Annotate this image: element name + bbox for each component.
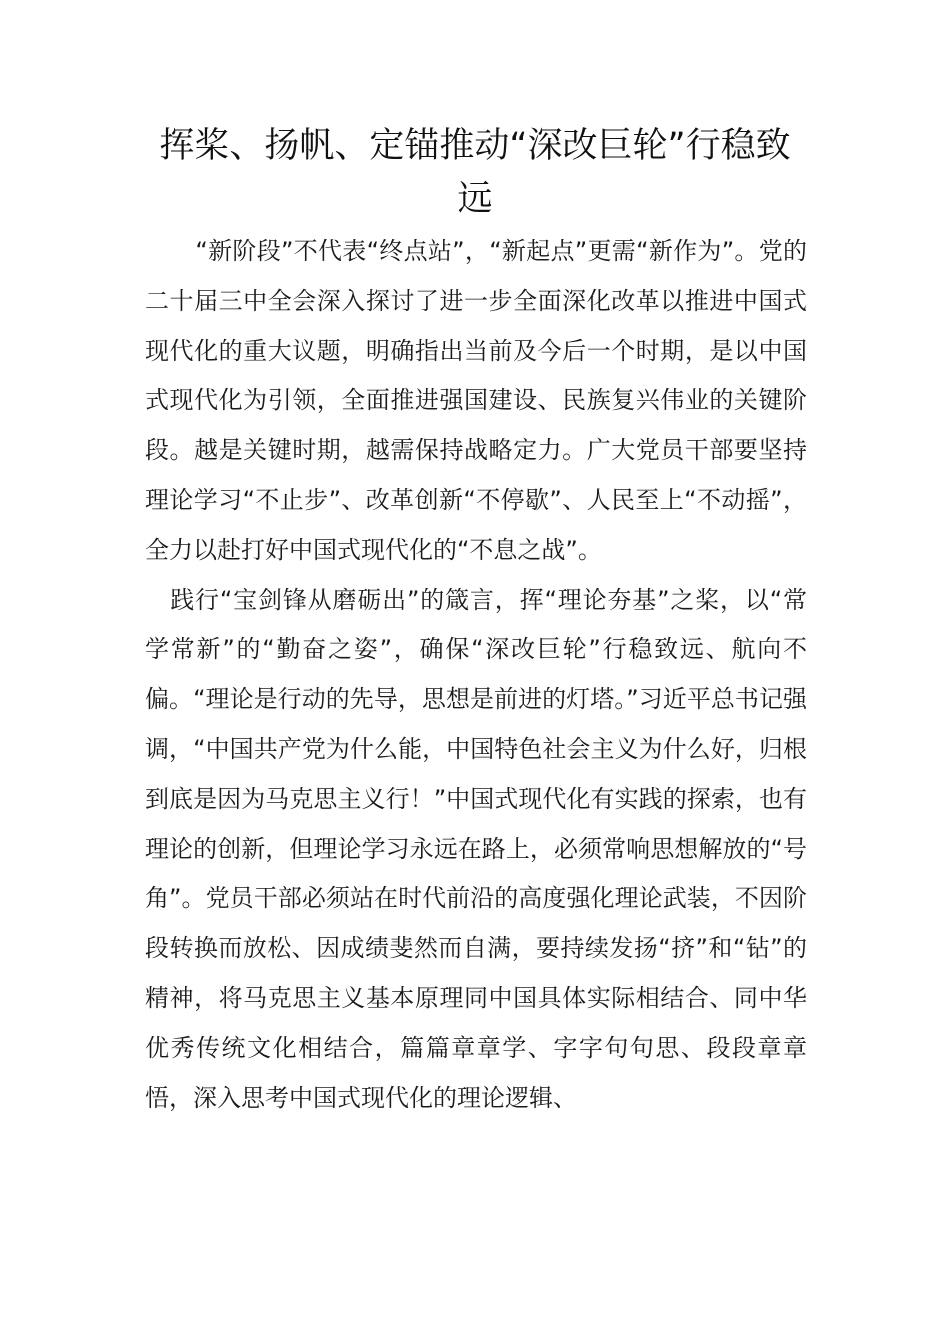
paragraph-2: 践行“宝剑锋从磨砺出”的箴言，挥“理论夯基”之桨，以“常学常新”的“勤奋之姿”，确保“深改巨轮”行稳致远、航向不偏。“理论是行动的先导，思想是前进的灯塔。”习近平总书记强调，“中国共产党为什么能，中国特色社会主义为什么好，归根到底是因为马克思主义行！”中国式现代化有实践的探索，也有理论的创新，但理论学习永远在路上，必须常响思想解放的“号角”。党员干部必须站在时代前沿的高度强化理论武装，不因阶段转换而放松、因成绩斐然而自满，要持续发扬“挤”和“钻”的精神，将马克思主义基本原理同中国具体实际相结合、同中华优秀传统文化相结合，篇篇章章学、字字句句思、段段章章悟，深入思考中国式现代化的理论逻辑、	[145, 585, 807, 1112]
paragraph-1: “新阶段”不代表“终点站”，“新起点”更需“新作为”。党的二十届三中全会深入探讨了进一步全面深化改革以推进中国式现代化的重大议题，明确指出当前及今后一个时期，是以中国式现代化为引领，全面推进强国建设、民族复兴伟业的关键阶段。越是关键时期，越需保持战略定力。广大党员干部要坚持理论学习“不止步”、改革创新“不停歇”、人民至上“不动摇”，全力以赴打好中国式现代化的“不息之战”。	[145, 237, 807, 564]
document-body	[145, 227, 807, 1123]
document-title: 挥桨、扬帆、定锚推动“深改巨轮”行稳致远	[159, 126, 791, 219]
